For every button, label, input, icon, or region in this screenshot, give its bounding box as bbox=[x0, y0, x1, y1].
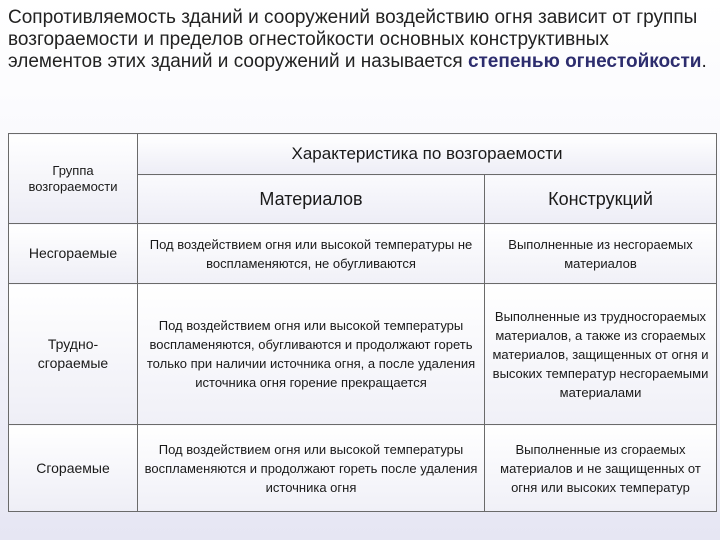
characteristic-header: Характеристика по возгораемости bbox=[138, 134, 717, 175]
group-header: Группа возгораемости bbox=[9, 134, 138, 224]
table-row bbox=[9, 284, 717, 425]
row-materials: Под воздействием огня или высокой температуры воспламеняются, обугливаются и продолжают гореть только при наличии источника огня, а после удаления источника огня горение прекращается bbox=[138, 284, 485, 425]
row-constructions: Выполненные из трудносгораемых материалов, а также из сгораемых материалов, защищенных от огня и высоких температур несгораемыми материалами bbox=[485, 284, 717, 425]
row-constructions: Выполненные из сгораемых материалов и не защищенных от огня или высоких температур bbox=[485, 425, 717, 512]
table-row bbox=[9, 224, 717, 284]
row-group: Несгораемые bbox=[9, 224, 138, 284]
row-constructions: Выполненные из несгораемых материалов bbox=[485, 224, 717, 284]
intro-paragraph bbox=[8, 7, 708, 73]
row-group: Сгораемые bbox=[9, 425, 138, 512]
row-materials: Под воздействием огня или высокой температуры не воспламеняются, не обугливаются bbox=[138, 224, 485, 284]
intro-accent-term: степенью огнестойкости bbox=[467, 51, 702, 72]
constructions-header: Конструкций bbox=[485, 175, 717, 224]
intro-text: Сопротивляемость зданий и сооружений воздействию огня зависит от группы возгораемости и пределов огнестойкости основных конструктивных элементов этих зданий и сооружений и называется bbox=[8, 7, 698, 72]
table-row bbox=[9, 425, 717, 512]
row-group: Трудно-сгораемые bbox=[9, 284, 138, 425]
intro-end: . bbox=[701, 51, 707, 72]
row-materials: Под воздействием огня или высокой температуры воспламеняются и продолжают гореть после удаления источника огня bbox=[138, 425, 485, 512]
materials-header: Материалов bbox=[138, 175, 485, 224]
flammability-table bbox=[8, 133, 717, 512]
